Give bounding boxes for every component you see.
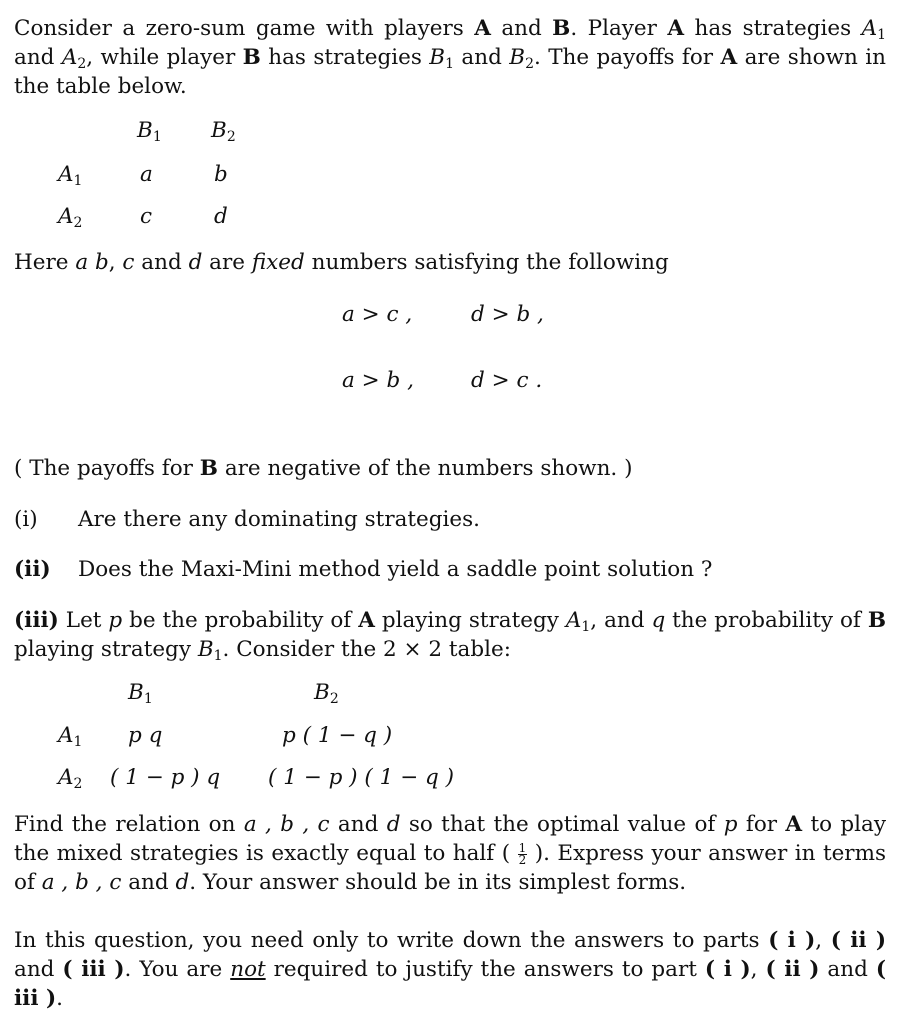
table1-row-a2: $A_2$ <box>58 204 83 231</box>
table1-cell-a: a <box>140 162 153 187</box>
table1-col-b1: $B_1$ <box>137 118 162 145</box>
table2-col-b2: $B_2$ <box>314 680 339 707</box>
table1-cell-c: c <box>140 204 153 229</box>
table1-col-b2: $B_2$ <box>211 118 236 145</box>
question-iii: (iii) Let p be the probability of A playing strategy $A_1$, and q the probability of B playing strategy $B_1$. Consider the 2 × 2 table: <box>14 608 887 664</box>
table2-cell-11: p q <box>128 723 163 748</box>
table2-cell-12: p ( 1 − q ) <box>282 723 393 748</box>
payoff-note: ( The payoffs for B are negative of the numbers shown. ) <box>14 456 633 481</box>
one-half-fraction: $\frac{1}{2}$ <box>518 840 527 867</box>
instructions-paragraph: In this question, you need only to write down the answers to parts ( i ), ( ii ) and ( iii ). You are not required to justify the answers to part ( i ), ( ii ) and ( iii ). <box>14 928 887 1011</box>
inequality-a-gt-c: a > c , <box>342 302 413 327</box>
conditions-intro: Here a b, c and d are fixed numbers satisfying the following <box>14 250 669 275</box>
table1-cell-d: d <box>214 204 228 229</box>
find-relation-paragraph: Find the relation on a , b , c and d so that the optimal value of p for A to play the mixed strategies is exactly equal to half ( $\frac{1}{2}$ ). Express your answer in terms of a , b , c and d. Your answer should be in its simplest forms. <box>14 812 887 895</box>
table2-col-b1: $B_1$ <box>128 680 153 707</box>
table2-row-a1: $A_1$ <box>58 723 83 750</box>
question-i-label: (i) <box>14 507 38 532</box>
table2-row-a2: $A_2$ <box>58 765 83 792</box>
table1-row-a1: $A_1$ <box>58 162 83 189</box>
inequality-a-gt-b: a > b , <box>342 368 414 393</box>
question-ii-text: Does the Maxi-Mini method yield a saddle point solution ? <box>78 557 713 582</box>
intro-paragraph: Consider a zero-sum game with players A and B. Player A has strategies $A_1$ and $A_2$, while player B has strategies $B_1$ and $B_2$. The payoffs for A are shown in the table below. <box>14 16 887 99</box>
question-i-text: Are there any dominating strategies. <box>78 507 481 532</box>
inequality-d-gt-c: d > c . <box>471 368 543 393</box>
question-ii-label: (ii) <box>14 557 51 582</box>
table2-cell-22: ( 1 − p ) ( 1 − q ) <box>268 765 454 790</box>
table1-cell-b: b <box>214 162 228 187</box>
table2-cell-21: ( 1 − p ) q <box>110 765 221 790</box>
inequality-d-gt-b: d > b , <box>471 302 544 327</box>
